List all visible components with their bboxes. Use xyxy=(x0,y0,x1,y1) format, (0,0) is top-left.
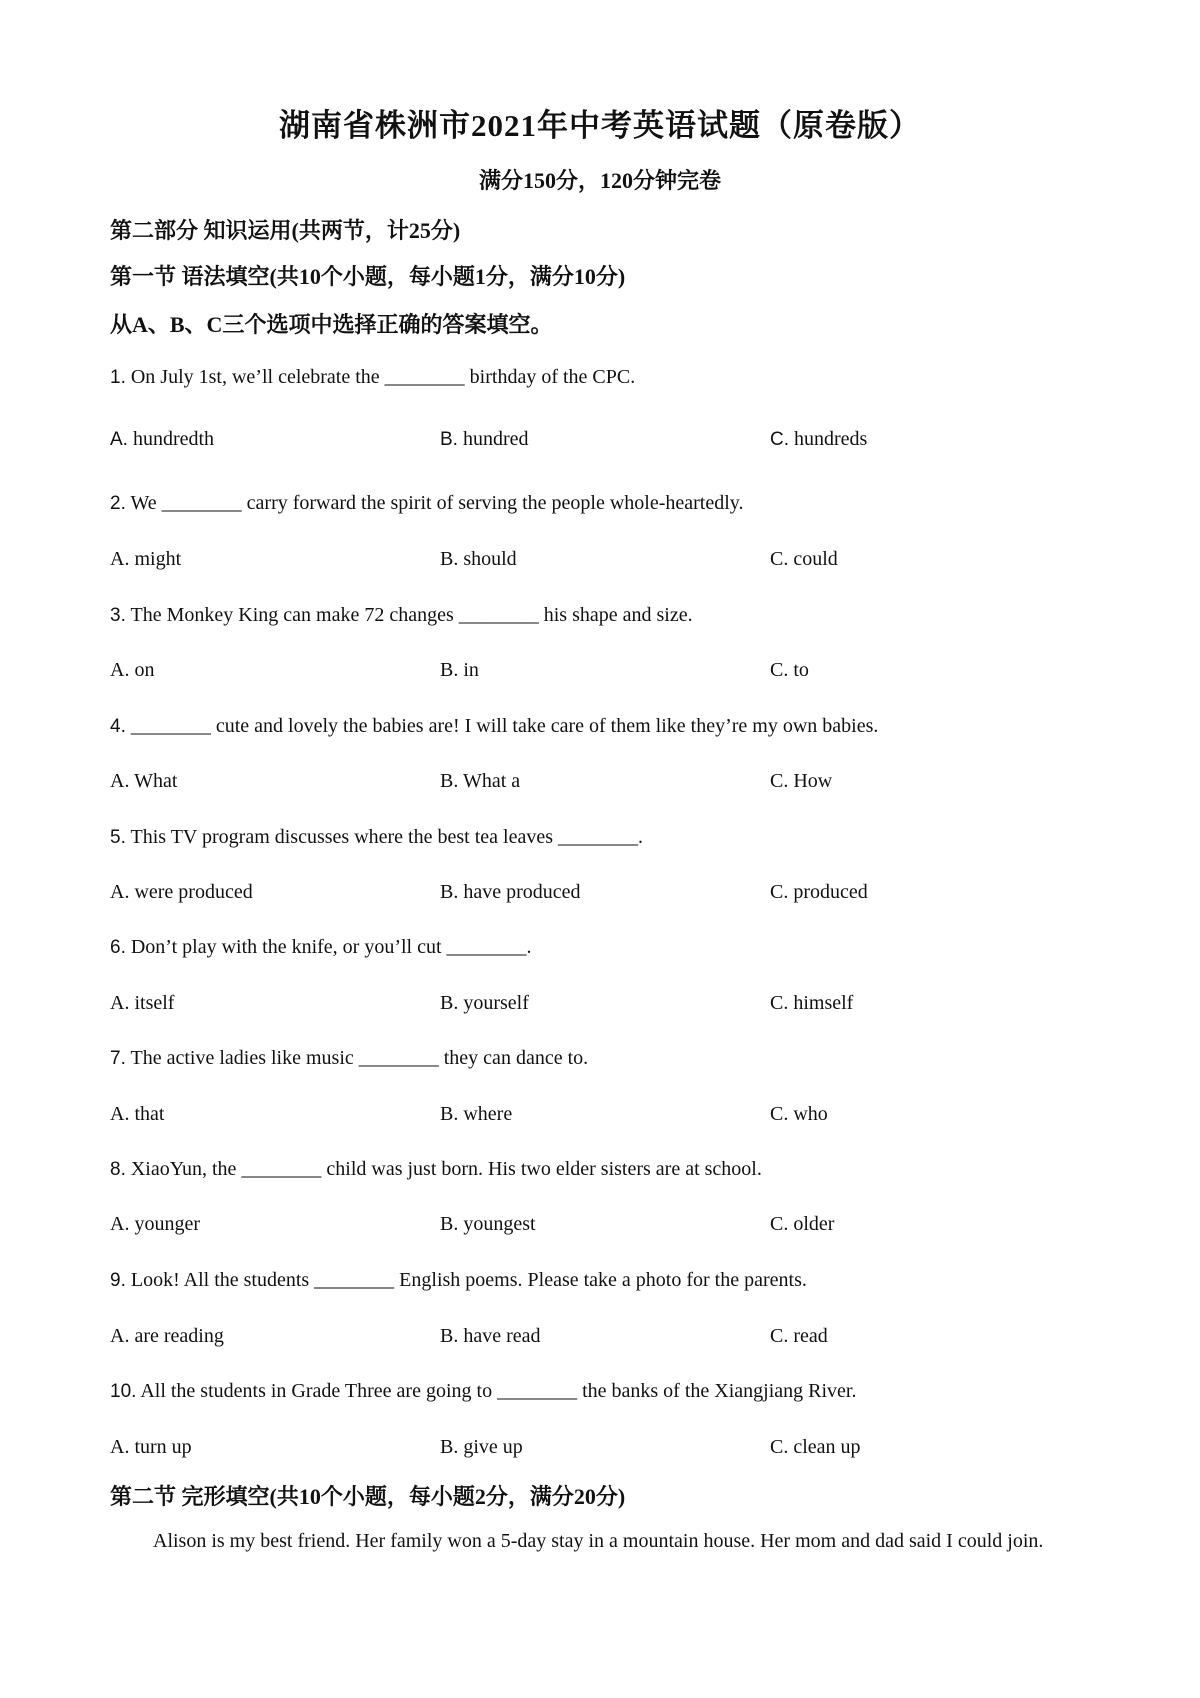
option-letter: B. xyxy=(440,992,459,1014)
option-a xyxy=(110,992,174,1015)
option-a xyxy=(110,770,177,793)
question-number: 3. xyxy=(110,605,126,626)
option-letter: B. xyxy=(440,1325,459,1347)
option-text: have read xyxy=(458,1325,541,1347)
option-text: himself xyxy=(788,992,854,1014)
option-a xyxy=(110,881,253,904)
options-6 xyxy=(110,992,1110,1022)
option-text: give up xyxy=(458,1436,523,1458)
option-c xyxy=(770,770,832,793)
page-title: 湖南省株洲市2021年中考英语试题（原卷版） xyxy=(279,108,921,143)
option-a xyxy=(110,1213,200,1236)
options-1 xyxy=(110,428,1110,458)
option-text: younger xyxy=(129,1213,200,1235)
option-b xyxy=(440,1436,523,1459)
option-letter: C. xyxy=(770,659,789,681)
option-text: that xyxy=(129,1103,165,1125)
option-letter: B. xyxy=(440,1436,459,1458)
option-text: were produced xyxy=(129,881,253,903)
question-number: 1. xyxy=(110,367,126,388)
option-b xyxy=(440,1325,541,1348)
option-text: produced xyxy=(788,881,868,903)
option-text: are reading xyxy=(129,1325,224,1347)
question-10 xyxy=(110,1380,856,1403)
cloze-passage-line: Alison is my best friend. Her family won a 5-day stay in a mountain house. Her mom and dad said I could join. xyxy=(153,1530,1044,1552)
question-text: The active ladies like music ________ they can dance to. xyxy=(125,1047,589,1069)
option-b xyxy=(440,992,529,1015)
option-letter: A. xyxy=(110,429,128,450)
option-letter: A. xyxy=(110,881,130,903)
option-letter: C. xyxy=(770,1103,789,1125)
option-a xyxy=(110,659,154,682)
option-text: should xyxy=(458,548,517,570)
option-letter: C. xyxy=(770,429,789,450)
question-text: Don’t play with the knife, or you’ll cut ________. xyxy=(125,936,532,958)
option-a xyxy=(110,1325,224,1348)
question-text: We ________ carry forward the spirit of serving the people whole-heartedly. xyxy=(125,492,744,514)
options-3 xyxy=(110,659,1110,689)
option-letter: A. xyxy=(110,992,130,1014)
option-text: might xyxy=(129,548,182,570)
question-text: The Monkey King can make 72 changes ________ his shape and size. xyxy=(125,604,693,626)
option-letter: C. xyxy=(770,770,789,792)
option-text: What a xyxy=(458,770,521,792)
question-2 xyxy=(110,492,744,515)
option-text: who xyxy=(788,1103,828,1125)
option-letter: B. xyxy=(440,548,459,570)
option-c xyxy=(770,1436,861,1459)
option-c xyxy=(770,992,853,1015)
option-b xyxy=(440,881,581,904)
option-letter: C. xyxy=(770,548,789,570)
question-1 xyxy=(110,366,635,389)
option-a xyxy=(110,1436,192,1459)
instructions: 从A、B、C三个选项中选择正确的答案填空。 xyxy=(110,312,553,337)
options-8 xyxy=(110,1213,1110,1243)
question-4 xyxy=(110,715,878,738)
question-text: XiaoYun, the ________ child was just born. His two elder sisters are at school. xyxy=(125,1158,762,1180)
question-number: 6. xyxy=(110,937,126,958)
question-text: ________ cute and lovely the babies are! I will take care of them like they’re my own babies. xyxy=(125,715,879,737)
option-text: on xyxy=(129,659,155,681)
page-subtitle: 满分150分，120分钟完卷 xyxy=(478,168,721,193)
option-letter: C. xyxy=(770,1213,789,1235)
question-5 xyxy=(110,826,643,849)
option-text: hundreds xyxy=(789,428,868,450)
option-text: read xyxy=(788,1325,828,1347)
option-text: youngest xyxy=(458,1213,536,1235)
option-a xyxy=(110,1103,164,1126)
option-text: yourself xyxy=(458,992,529,1014)
option-a xyxy=(110,548,181,571)
option-c xyxy=(770,548,838,571)
options-7 xyxy=(110,1103,1110,1133)
option-text: have produced xyxy=(458,881,581,903)
option-text: where xyxy=(458,1103,513,1125)
option-letter: A. xyxy=(110,1213,130,1235)
option-letter: A. xyxy=(110,548,130,570)
options-10 xyxy=(110,1436,1110,1466)
question-number: 10. xyxy=(110,1381,137,1402)
question-number: 2. xyxy=(110,493,126,514)
option-letter: B. xyxy=(440,1103,459,1125)
option-b xyxy=(440,659,479,682)
option-letter: B. xyxy=(440,429,458,450)
option-text: How xyxy=(788,770,833,792)
options-2 xyxy=(110,548,1110,578)
question-text: On July 1st, we’ll celebrate the ________ birthday of the CPC. xyxy=(125,366,636,388)
option-c xyxy=(770,428,867,451)
question-number: 9. xyxy=(110,1270,126,1291)
option-c xyxy=(770,881,868,904)
option-letter: A. xyxy=(110,1436,130,1458)
question-number: 4. xyxy=(110,716,126,737)
option-text: in xyxy=(458,659,479,681)
option-letter: A. xyxy=(110,659,130,681)
option-letter: A. xyxy=(110,1325,130,1347)
options-4 xyxy=(110,770,1110,800)
question-7 xyxy=(110,1047,588,1070)
option-letter: B. xyxy=(440,770,459,792)
option-letter: B. xyxy=(440,1213,459,1235)
option-letter: A. xyxy=(110,1103,130,1125)
option-text: to xyxy=(788,659,809,681)
question-text: Look! All the students ________ English poems. Please take a photo for the parents. xyxy=(125,1269,807,1291)
option-letter: B. xyxy=(440,881,459,903)
option-c xyxy=(770,1103,828,1126)
question-6 xyxy=(110,936,532,959)
option-b xyxy=(440,548,517,571)
option-letter: C. xyxy=(770,1325,789,1347)
option-text: What xyxy=(129,770,178,792)
question-number: 7. xyxy=(110,1048,126,1069)
option-letter: C. xyxy=(770,1436,789,1458)
question-number: 5. xyxy=(110,827,126,848)
option-text: hundredth xyxy=(127,428,215,450)
option-text: hundred xyxy=(457,428,529,450)
options-9 xyxy=(110,1325,1110,1355)
section2-heading: 第二节 完形填空(共10个小题，每小题2分，满分20分) xyxy=(110,1484,626,1509)
option-text: older xyxy=(788,1213,835,1235)
question-text: All the students in Grade Three are going to ________ the banks of the Xiangjiang River. xyxy=(136,1380,857,1402)
option-c xyxy=(770,1213,834,1236)
options-5 xyxy=(110,881,1110,911)
option-letter: B. xyxy=(440,659,459,681)
option-b xyxy=(440,1103,512,1126)
question-9 xyxy=(110,1269,807,1292)
option-text: turn up xyxy=(129,1436,192,1458)
option-b xyxy=(440,428,529,451)
option-a xyxy=(110,428,214,451)
option-c xyxy=(770,659,809,682)
option-text: could xyxy=(788,548,838,570)
option-text: clean up xyxy=(788,1436,861,1458)
question-text: This TV program discusses where the best tea leaves ________. xyxy=(125,826,643,848)
option-b xyxy=(440,1213,536,1236)
option-text: itself xyxy=(129,992,175,1014)
option-letter: C. xyxy=(770,881,789,903)
section1-heading: 第一节 语法填空(共10个小题，每小题1分，满分10分) xyxy=(110,264,626,289)
option-b xyxy=(440,770,520,793)
question-8 xyxy=(110,1158,762,1181)
option-c xyxy=(770,1325,828,1348)
question-number: 8. xyxy=(110,1159,126,1180)
question-3 xyxy=(110,604,693,627)
option-letter: C. xyxy=(770,992,789,1014)
part-heading: 第二部分 知识运用(共两节，计25分) xyxy=(110,218,461,243)
option-letter: A. xyxy=(110,770,130,792)
